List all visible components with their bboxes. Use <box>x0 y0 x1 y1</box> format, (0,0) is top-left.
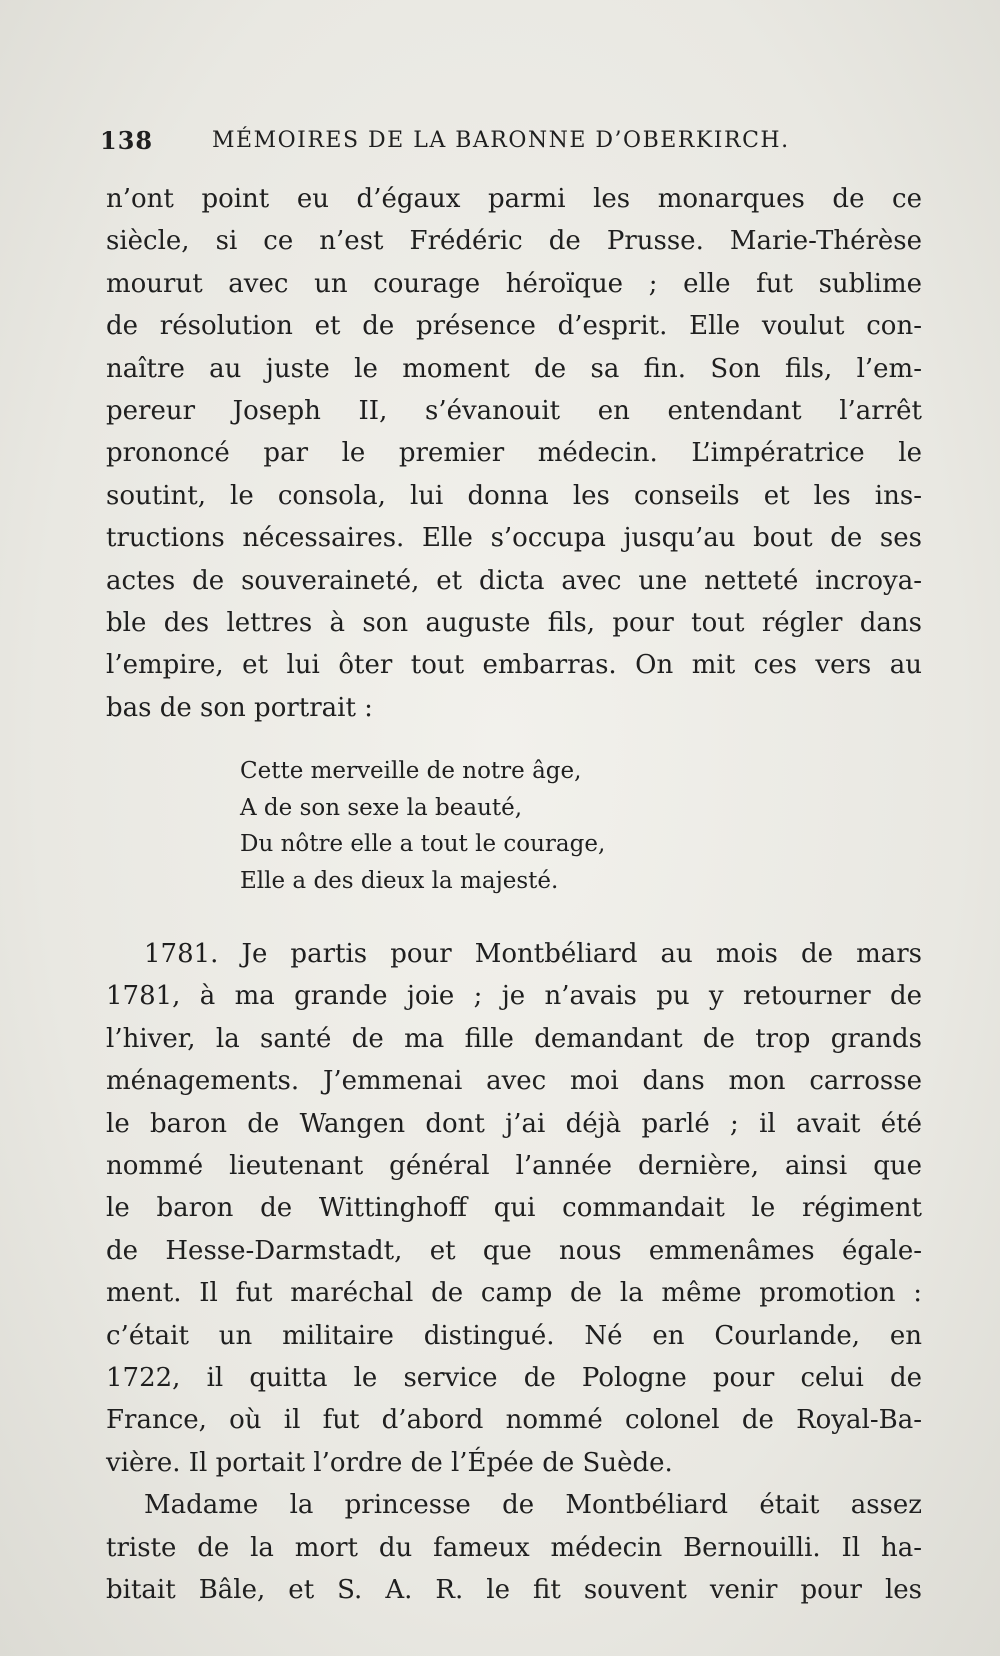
text-line: de résolution et de présence d’esprit. Elle voulut con- <box>106 311 922 342</box>
text-line: naître au juste le moment de sa fin. Son fils, l’em- <box>106 353 922 384</box>
text-line: prononcé par le premier médecin. L’impératrice le <box>106 438 922 469</box>
text-line: bas de son portrait : <box>106 692 373 723</box>
page-number: 138 <box>100 126 154 155</box>
verse-line: Cette merveille de notre âge, <box>240 758 582 785</box>
verse-line: A de son sexe la beauté, <box>240 794 523 821</box>
running-title: MÉMOIRES DE LA BARONNE D’OBERKIRCH. <box>212 128 790 153</box>
text-line: 1781, à ma grande joie ; je n’avais pu y retourner de <box>106 981 922 1012</box>
verse-line: Du nôtre elle a tout le courage, <box>240 831 606 858</box>
text-line: bitait Bâle, et S. A. R. le fit souvent venir pour les <box>106 1574 922 1605</box>
text-line: nommé lieutenant général l’année dernière, ainsi que <box>106 1151 922 1182</box>
text-line: France, où il fut d’abord nommé colonel de Royal-Ba- <box>106 1405 922 1436</box>
text-line: de Hesse-Darmstadt, et que nous emmenâmes égale- <box>106 1235 922 1266</box>
text-line: Madame la princesse de Montbéliard était assez <box>144 1490 922 1521</box>
text-line: c’était un militaire distingué. Né en Courlande, en <box>106 1320 922 1351</box>
text-line: l’empire, et lui ôter tout embarras. On mit ces vers au <box>106 650 922 681</box>
text-line: n’ont point eu d’égaux parmi les monarques de ce <box>106 184 922 214</box>
verse-stanza <box>106 753 922 899</box>
text-line: le baron de Wangen dont j’ai déjà parlé ; il avait été <box>106 1108 922 1139</box>
text-line: ment. Il fut maréchal de camp de la même promotion : <box>106 1278 922 1309</box>
verse-line: Elle a des dieux la majesté. <box>240 867 559 894</box>
text-line: ménagements. J’emmenai avec moi dans mon carrosse <box>106 1066 922 1097</box>
paragraph-2 <box>106 933 922 1484</box>
text-line: 1781. Je partis pour Montbéliard au mois de mars <box>144 939 922 970</box>
text-line: 1722, il quitta le service de Pologne pour celui de <box>106 1362 922 1393</box>
text-line: l’hiver, la santé de ma fille demandant de trop grands <box>106 1023 922 1054</box>
text-line: mourut avec un courage héroïque ; elle fut sublime <box>106 268 922 299</box>
paragraph-1 <box>106 178 922 729</box>
text-line: le baron de Wittinghoff qui commandait le régiment <box>106 1193 922 1224</box>
text-line: pereur Joseph II, s’évanouit en entendant l’arrêt <box>106 395 922 426</box>
text-line: tructions nécessaires. Elle s’occupa jusqu’au bout de ses <box>106 523 922 554</box>
text-line: triste de la mort du fameux médecin Bernouilli. Il ha- <box>106 1532 922 1563</box>
text-line: vière. Il portait l’ordre de l’Épée de Suède. <box>106 1447 673 1478</box>
paragraph-3 <box>106 1484 922 1611</box>
text-line: actes de souveraineté, et dicta avec une netteté incroya- <box>106 565 922 596</box>
text-line: ble des lettres à son auguste fils, pour tout régler dans <box>106 607 922 638</box>
text-line: siècle, si ce n’est Frédéric de Prusse. Marie-Thérèse <box>106 226 922 257</box>
page-header <box>100 126 860 166</box>
text-line: soutint, le consola, lui donna les conseils et les ins- <box>106 480 922 511</box>
body-text <box>106 178 922 1611</box>
